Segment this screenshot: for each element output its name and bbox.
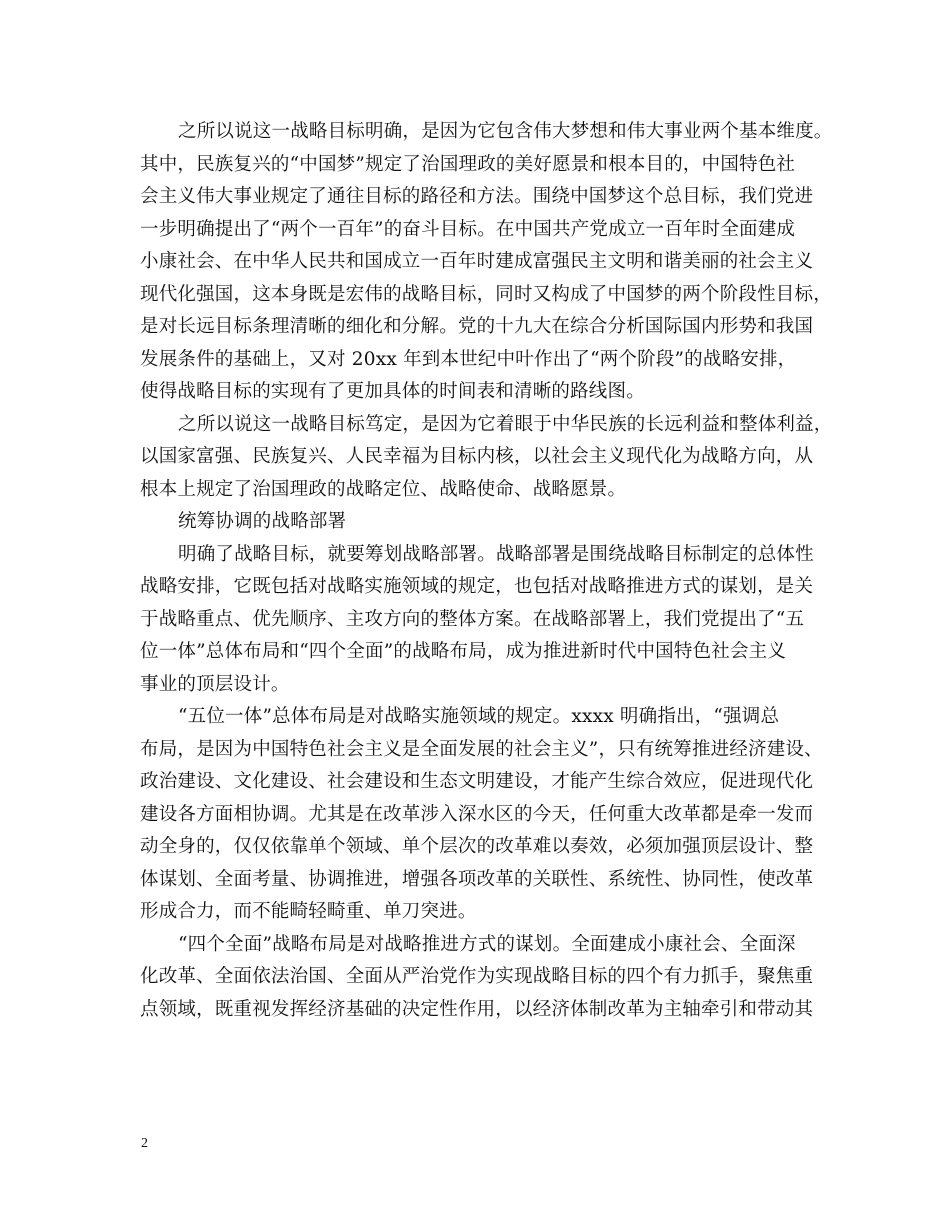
text-line: 使得战略目标的实现有了更加具体的时间表和清晰的路线图。: [140, 381, 645, 402]
text-line: 化改革、全面依法治国、全面从严治党作为实现战略目标的四个有力抓手，聚焦重: [140, 966, 814, 987]
text-line: 会主义伟大事业规定了通往目标的路径和方法。围绕中国梦这个总目标，我们党进: [140, 186, 814, 207]
text-line: 动全身的，仅仅依靠单个领域、单个层次的改革难以奏效，必须加强顶层设计、整: [140, 836, 814, 857]
text-line: 之所以说这一战略目标明确，是因为它包含伟大梦想和伟大事业两个基本维度。: [178, 121, 833, 142]
text-line: 现代化强国，这本身既是宏伟的战略目标，同时又构成了中国梦的两个阶段性目标，: [140, 283, 832, 305]
text-line: 位一体”总体布局和“四个全面”的战略布局，成为推进新时代中国特色社会主义: [140, 641, 787, 662]
text-line: 以国家富强、民族复兴、人民幸福为目标内核，以社会主义现代化为战略方向，从: [140, 446, 814, 467]
text-line: 点领域，既重视发挥经济基础的决定性作用，以经济体制改革为主轴牵引和带动其: [140, 998, 814, 1020]
text-line: 建设各方面相协调。尤其是在改革涉入深水区的今天，任何重大改革都是牵一发而: [140, 803, 814, 825]
text-line: 战略安排，它既包括对战略实施领域的规定，也包括对战略推进方式的谋划，是关: [140, 576, 814, 597]
text-line: 明确了战略目标，就要筹划战略部署。战略部署是围绕战略目标制定的总体性: [178, 543, 814, 565]
text-line: 之所以说这一战略目标笃定，是因为它着眼于中华民族的长远利益和整体利益，: [178, 413, 833, 435]
text-line: 发展条件的基础上，又对 20xx 年到本世纪中叶作出了“两个阶段”的战略安排，: [140, 348, 797, 370]
page-number: 2: [141, 1136, 148, 1151]
text-line: “五位一体”总体布局是对战略实施领域的规定。xxxx 明确指出，“强调总: [178, 706, 780, 727]
document-body: [140, 116, 833, 1026]
text-line: 小康社会、在中华人民共和国成立一百年时建成富强民主文明和谐美丽的社会主义: [140, 251, 814, 272]
section-heading: 统筹协调的战略部署: [178, 511, 347, 532]
text-line: 政治建设、文化建设、社会建设和生态文明建设，才能产生综合效应，促进现代化: [140, 771, 814, 792]
text-line: 根本上规定了治国理政的战略定位、战略使命、战略愿景。: [140, 478, 627, 500]
text-line: 其中，民族复兴的“中国梦”规定了治国理政的美好愿景和根本目的，中国特色社: [140, 153, 796, 175]
text-line: 形成合力，而不能畸轻畸重、单刀突进。: [140, 901, 477, 922]
text-line: 事业的顶层设计。: [140, 673, 290, 695]
text-line: 于战略重点、优先顺序、主攻方向的整体方案。在战略部署上，我们党提出了“五: [140, 608, 805, 630]
text-line: 是对长远目标条理清晰的细化和分解。党的十九大在综合分析国际国内形势和我国: [140, 316, 814, 337]
text-line: 布局，是因为中国特色社会主义是全面发展的社会主义”，只有统筹推进经济建设、: [140, 738, 823, 760]
text-line: 一步明确提出了“两个一百年”的奋斗目标。在中国共产党成立一百年时全面建成: [140, 218, 796, 240]
text-line: 体谋划、全面考量、协调推进，增强各项改革的关联性、系统性、协同性，使改革: [140, 868, 814, 890]
text-line: “四个全面”战略布局是对战略推进方式的谋划。全面建成小康社会、全面深: [178, 933, 796, 955]
